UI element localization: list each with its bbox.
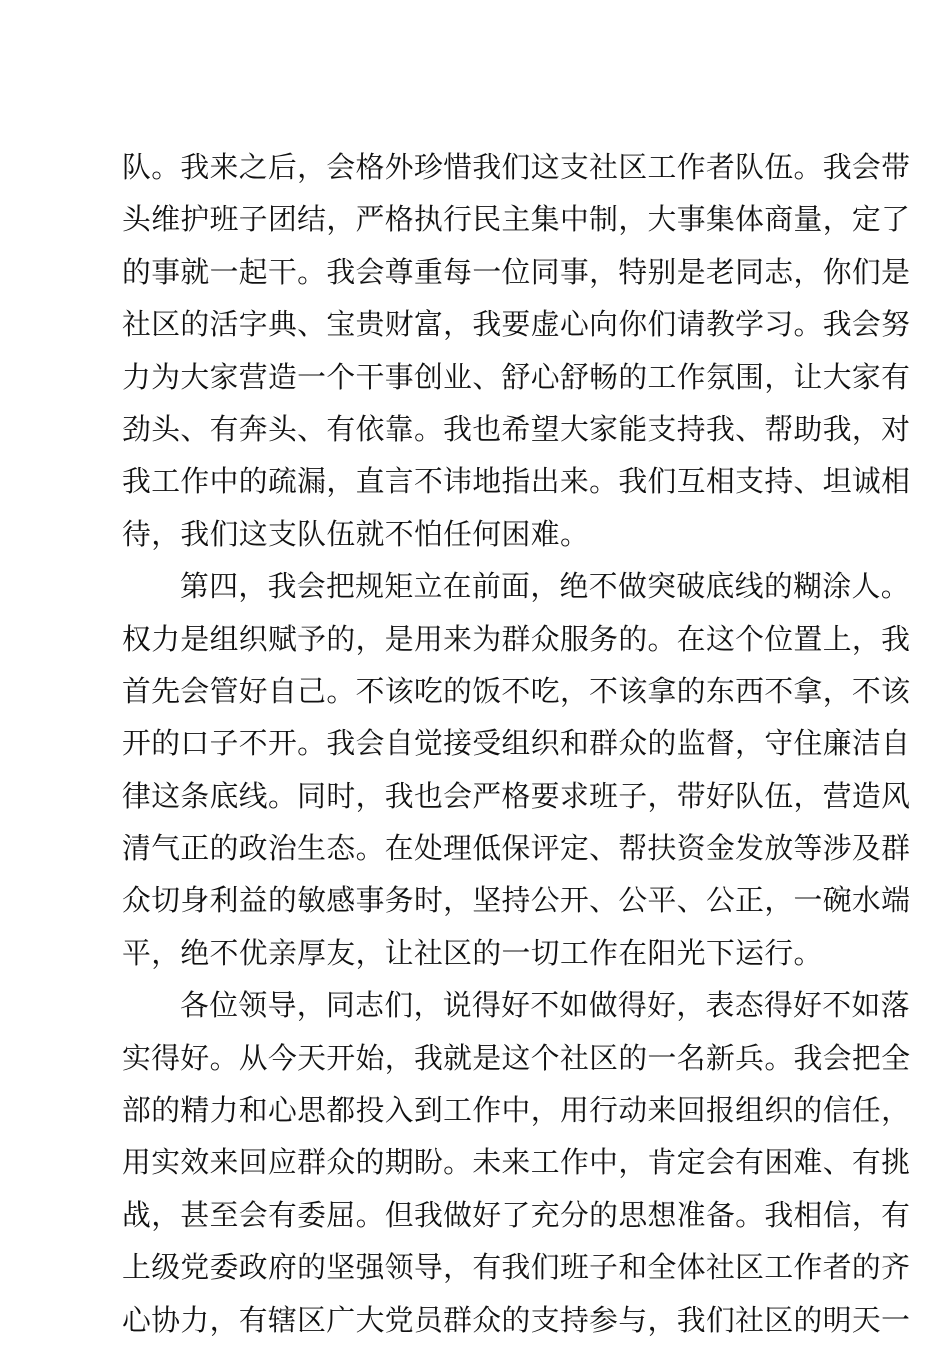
paragraph-3-line-2: 实得好。从今天开始，我就是这个社区的一名新兵。我会把全	[122, 1040, 911, 1075]
paragraph-1-line-8: 待，我们这支队伍就不怕任何困难。	[122, 516, 590, 551]
document-body	[122, 141, 911, 1346]
paragraph-2-line-5: 律这条底线。同时，我也会严格要求班子，带好队伍，营造风	[122, 778, 911, 813]
paragraph-1-line-1: 队。我来之后，会格外珍惜我们这支社区工作者队伍。我会带	[122, 150, 911, 184]
paragraph-1-line-5: 力为大家营造一个干事创业、舒心舒畅的工作氛围，让大家有	[122, 359, 911, 394]
paragraph-2-line-3: 首先会管好自己。不该吃的饭不吃，不该拿的东西不拿，不该	[122, 673, 911, 708]
paragraph-3-line-3: 部的精力和心思都投入到工作中，用行动来回报组织的信任，	[122, 1093, 911, 1128]
paragraph-1-line-4: 社区的活字典、宝贵财富，我要虚心向你们请教学习。我会努	[122, 307, 911, 342]
paragraph-2-line-7: 众切身利益的敏感事务时，坚持公开、公平、公正，一碗水端	[122, 883, 911, 918]
paragraph-2-line-6: 清气正的政治生态。在处理低保评定、帮扶资金发放等涉及群	[122, 831, 911, 866]
paragraph-3-line-4: 用实效来回应群众的期盼。未来工作中，肯定会有困难、有挑	[122, 1145, 911, 1180]
paragraph-1-line-7: 我工作中的疏漏，直言不讳地指出来。我们互相支持、坦诚相	[122, 464, 911, 499]
paragraph-3-line-1: 各位领导，同志们，说得好不如做得好，表态得好不如落	[180, 988, 910, 1023]
paragraph-3-line-6: 上级党委政府的坚强领导，有我们班子和全体社区工作者的齐	[122, 1250, 911, 1285]
paragraph-2-line-2: 权力是组织赋予的，是用来为群众服务的。在这个位置上，我	[122, 621, 911, 656]
paragraph-1-line-3: 的事就一起干。我会尊重每一位同事，特别是老同志，你们是	[122, 254, 911, 289]
paragraph-1-line-6: 劲头、有奔头、有依靠。我也希望大家能支持我、帮助我，对	[122, 411, 911, 446]
paragraph-2-line-1: 第四，我会把规矩立在前面，绝不做突破底线的糊涂人。	[180, 569, 910, 604]
paragraph-1-line-2: 头维护班子团结，严格执行民主集中制，大事集体商量，定了	[122, 202, 911, 237]
paragraph-3-line-5: 战，甚至会有委屈。但我做好了充分的思想准备。我相信，有	[122, 1197, 911, 1232]
paragraph-2-line-8: 平，绝不优亲厚友，让社区的一切工作在阳光下运行。	[122, 935, 823, 970]
paragraph-2-line-4: 开的口子不开。我会自觉接受组织和群众的监督，守住廉洁自	[122, 726, 911, 761]
paragraph-3-line-7: 心协力，有辖区广大党员群众的支持参与，我们社区的明天一	[122, 1302, 911, 1337]
